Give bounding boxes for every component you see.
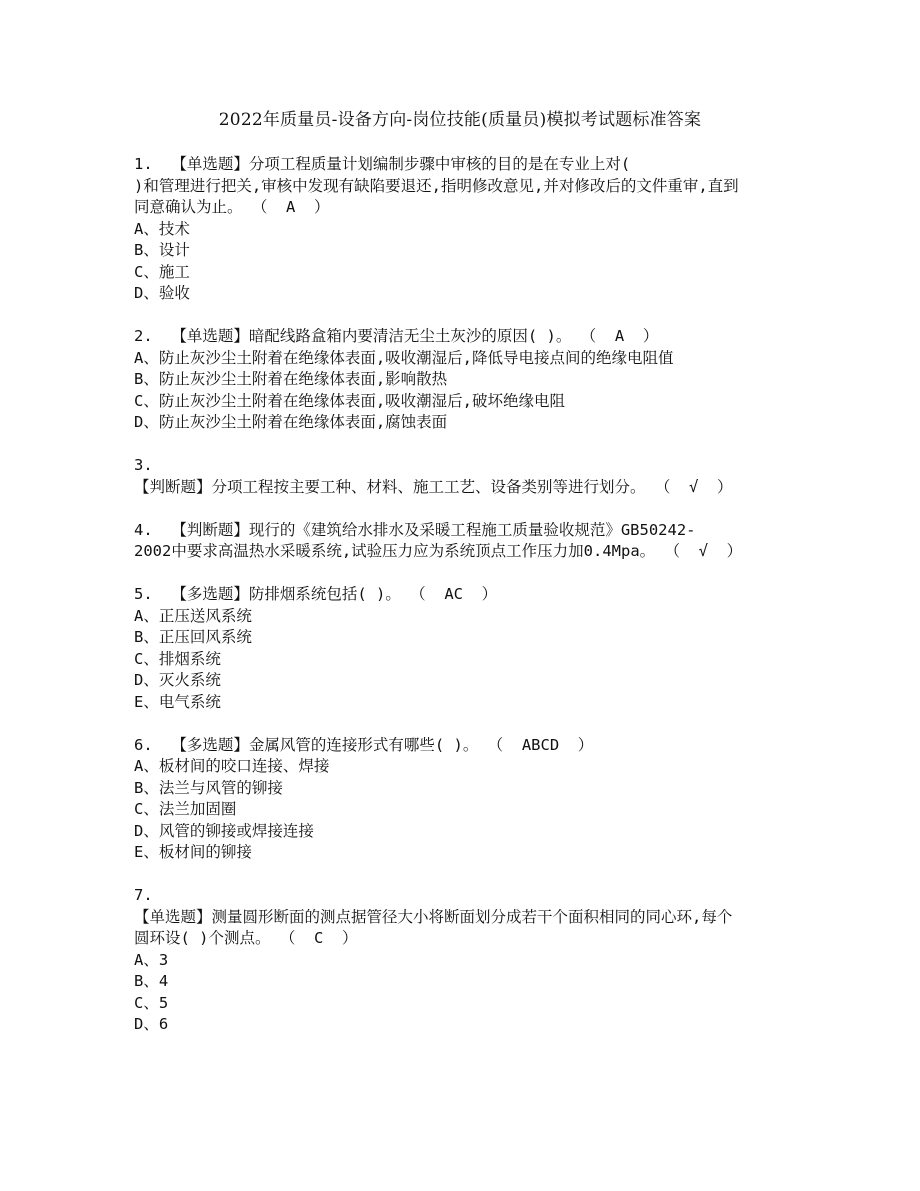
question-3	[134, 455, 784, 498]
question-6-option-d: D、风管的铆接或焊接连接	[134, 821, 314, 840]
question-6-text-line-1: 6. 【多选题】金属风管的连接形式有哪些( )。 （ ABCD ）	[134, 735, 594, 754]
question-1	[134, 154, 784, 305]
question-5-option-c: C、排烟系统	[134, 649, 221, 668]
question-5-option-a: A、正压送风系统	[134, 606, 252, 625]
question-1-option-b: B、设计	[134, 241, 190, 259]
question-2	[134, 326, 784, 434]
question-6-option-a: A、板材间的咬口连接、焊接	[134, 757, 330, 775]
question-1-option-d: D、验收	[134, 284, 190, 302]
question-7-option-d: D、6	[134, 1015, 169, 1033]
question-5	[134, 584, 784, 713]
question-5-text-line-1: 5. 【多选题】防排烟系统包括( )。 （ AC ）	[134, 585, 498, 603]
question-7-text-line-2: 【单选题】测量圆形断面的测点据管径大小将断面划分成若干个面积相同的同心环,每个	[134, 907, 733, 926]
question-1-text-line-3: 同意确认为止。 （ A ）	[134, 198, 330, 216]
question-2-option-c: C、防止灰沙尘土附着在绝缘体表面,吸收潮湿后,破坏绝缘电阻	[134, 391, 565, 410]
question-7-option-a: A、3	[134, 950, 169, 969]
question-6-option-c: C、法兰加固圈	[134, 800, 237, 818]
question-5-option-d: D、灭火系统	[134, 671, 221, 689]
question-7-option-b: B、4	[134, 972, 169, 990]
question-6	[134, 735, 784, 864]
question-6-option-b: B、法兰与风管的铆接	[134, 778, 283, 797]
question-4-text-line-2: 2002中要求高温热水采暖系统,试验压力应为系统顶点工作压力加0.4Mpa。 （ √ ）	[134, 542, 743, 560]
question-7-option-c: C、5	[134, 993, 169, 1012]
question-2-option-a: A、防止灰沙尘土附着在绝缘体表面,吸收潮湿后,降低导电接点间的绝缘电阻值	[134, 348, 674, 367]
question-1-text-line-1: 1. 【单选题】分项工程质量计划编制步骤中审核的目的是在专业上对(	[134, 155, 631, 173]
question-3-text-line-1: 3.	[134, 456, 153, 474]
question-2-text-line-1: 2. 【单选题】暗配线路盒箱内要清洁无尘土灰沙的原因( )。 （ A ）	[134, 327, 659, 345]
question-1-text-line-2: )和管理进行把关,审核中发现有缺陷要退还,指明修改意见,并对修改后的文件重审,直到	[134, 176, 739, 195]
question-7-text-line-1: 7.	[134, 886, 153, 904]
question-7-text-line-3: 圆环设( )个测点。 （ C ）	[134, 929, 358, 947]
question-1-option-a: A、技术	[134, 219, 190, 238]
question-3-text-line-2: 【判断题】分项工程按主要工种、材料、施工工艺、设备类别等进行划分。 （ √ ）	[134, 477, 733, 496]
question-4	[134, 520, 784, 563]
question-1-option-c: C、施工	[134, 262, 190, 281]
question-4-text-line-1: 4. 【判断题】现行的《建筑给水排水及采暖工程施工质量验收规范》GB50242-	[134, 520, 696, 539]
question-list	[134, 154, 784, 1057]
question-6-option-e: E、板材间的铆接	[134, 843, 252, 861]
question-2-option-d: D、防止灰沙尘土附着在绝缘体表面,腐蚀表面	[134, 413, 448, 431]
question-5-option-b: B、正压回风系统	[134, 628, 252, 646]
question-2-option-b: B、防止灰沙尘土附着在绝缘体表面,影响散热	[134, 370, 448, 388]
page-title: 2022年质量员-设备方向-岗位技能(质量员)模拟考试题标准答案	[218, 110, 702, 130]
question-5-option-e: E、电气系统	[134, 692, 221, 711]
question-7	[134, 885, 784, 1036]
